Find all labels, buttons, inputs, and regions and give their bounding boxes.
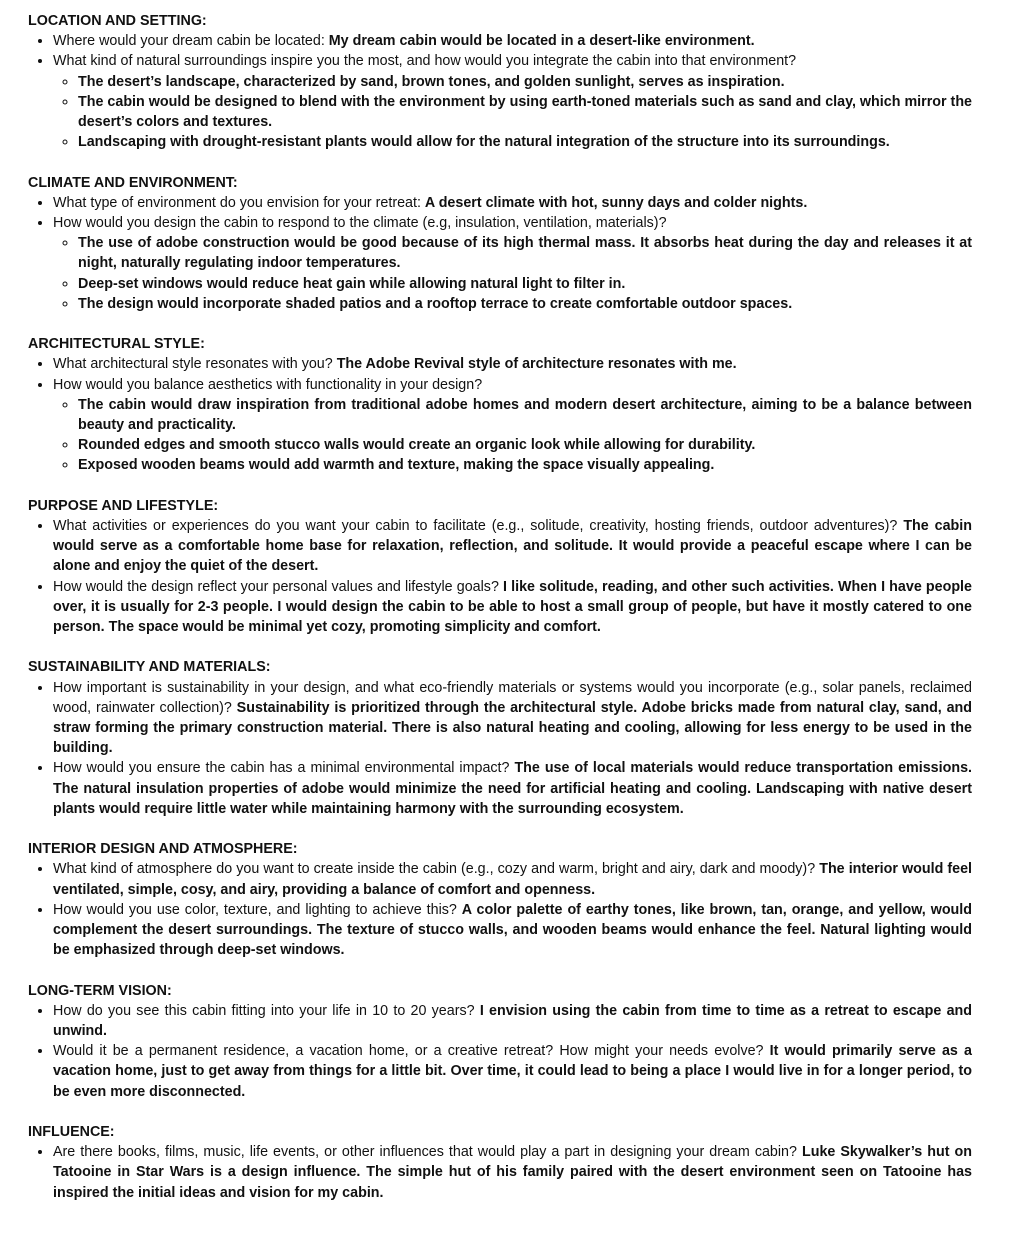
- section-heading: INFLUENCE:: [28, 1124, 115, 1141]
- section-heading: LOCATION AND SETTING:: [28, 13, 207, 29]
- question-list: [28, 678, 972, 819]
- answer-list: [53, 72, 972, 153]
- section: [28, 657, 972, 819]
- answer-text: Sustainability is prioritized through the architectural style. Adobe bricks made from natural clay, sand, and straw forming the primary construction material. There is also natural heating and cooling, allowing for less energy to be used in the building.: [53, 699, 972, 757]
- question-text: How would you use color, texture, and lighting to achieve this?: [53, 901, 462, 918]
- answer-item: ◦ The cabin would draw inspiration from traditional adobe homes and modern desert architecture, aiming to be a balance between beauty and practicality.: [78, 395, 972, 435]
- answer-item: ◦ The desert’s landscape, characterized by sand, brown tones, and golden sunlight, serves as inspiration.: [78, 72, 972, 92]
- question-text: How would you design the cabin to respond to the climate (e.g, insulation, ventilation, materials)?: [53, 215, 667, 232]
- answer-text: The cabin would serve as a comfortable home base for relaxation, reflection, and solitude. It would provide a peaceful escape where I can be alone and enjoy the quiet of the desert.: [53, 518, 973, 575]
- answer-text: It would primarily serve as a vacation home, just to get away from things for a little bit. Over time, it could lead to being a place I would live in for a longer period, to be even more disconnected.: [53, 1043, 972, 1100]
- question-list: [28, 1001, 972, 1102]
- question-text: Where would your dream cabin be located:: [53, 33, 329, 50]
- question-text: What type of environment do you envision for your retreat:: [53, 194, 425, 211]
- answer-text: A desert climate with hot, sunny days and colder nights.: [424, 194, 808, 211]
- section: [28, 1122, 972, 1203]
- question-text: How would the design reflect your personal values and lifestyle goals?: [53, 578, 504, 595]
- question-item: [53, 516, 972, 577]
- question-item: [53, 1001, 972, 1041]
- section-heading: SUSTAINABILITY AND MATERIALS:: [28, 659, 271, 676]
- answer-list: [53, 395, 972, 476]
- question-text: What kind of atmosphere do you want to create inside the cabin (e.g., cozy and warm, bright and airy, dark and moody)?: [53, 861, 820, 878]
- question-item: [53, 577, 972, 638]
- question-item: [53, 1041, 972, 1102]
- answer-item: ◦ The design would incorporate shaded patios and a rooftop terrace to create comfortable outdoor spaces.: [78, 294, 972, 314]
- answer-item: ◦ The use of adobe construction would be good because of its high thermal mass. It absorbs heat during the day and releases it at night, naturally regulating indoor temperatures.: [78, 233, 972, 273]
- question-item: [53, 193, 972, 213]
- section: [28, 334, 972, 475]
- section-heading: CLIMATE AND ENVIRONMENT:: [28, 174, 238, 191]
- question-item: [53, 213, 972, 314]
- answer-text: My dream cabin would be located in a desert-like environment.: [328, 33, 755, 50]
- question-text: What architectural style resonates with you?: [53, 356, 337, 373]
- question-text: How would you balance aesthetics with functionality in your design?: [53, 376, 483, 393]
- question-text: Would it be a permanent residence, a vacation home, or a creative retreat? How might your needs evolve?: [53, 1043, 770, 1060]
- question-list: [28, 193, 972, 314]
- question-text: Are there books, films, music, life events, or other influences that would play a part in designing your dream cabin?: [53, 1144, 802, 1161]
- question-text: How important is sustainability in your design, and what eco-friendly materials or systems would you incorporate (e.g., solar panels, reclaimed wood, rainwater collection)?: [53, 679, 972, 716]
- answer-text: A color palette of earthy tones, like brown, tan, orange, and yellow, would complement the desert surroundings. The texture of stucco walls, and wooden beams would enhance the feel. Natural lighting would be emphasized through deep-set windows.: [53, 901, 972, 959]
- answer-item: ◦ Landscaping with drought-resistant plants would allow for the natural integration of the structure into its surroundings.: [78, 132, 972, 152]
- question-item: [53, 859, 972, 899]
- answer-item: ◦ Rounded edges and smooth stucco walls would create an organic look while allowing for durability.: [78, 435, 972, 455]
- answer-text: The Adobe Revival style of architecture resonates with me.: [336, 356, 737, 373]
- question-item: [53, 31, 972, 51]
- answer-text: I like solitude, reading, and other such activities. When I have people over, it is usually for 2-3 people. I would design the cabin to be able to host a small group of people, but have it mostly catered to one person. The space would be minimal yet cozy, promoting simplicity and comfort.: [53, 578, 972, 636]
- section: [28, 11, 972, 152]
- question-item: [53, 354, 972, 374]
- section: [28, 173, 972, 314]
- question-list: [28, 859, 972, 960]
- section-heading: PURPOSE AND LIFESTYLE:: [28, 497, 219, 514]
- answer-item: ◦ Deep-set windows would reduce heat gain while allowing natural light to filter in.: [78, 274, 972, 294]
- section-heading: INTERIOR DESIGN AND ATMOSPHERE:: [28, 841, 298, 858]
- answer-text: The use of local materials would reduce transportation emissions. The natural insulation properties of adobe would minimize the need for artificial heating and cooling. Landscaping with native desert plants would require little water while maintaining harmony with the surrounding ecosystem.: [53, 760, 972, 817]
- section: [28, 496, 972, 637]
- answer-text: Luke Skywalker’s hut on Tatooine in Star Wars is a design influence. The simple hut of his family paired with the desert environment seen on Tatooine has inspired the initial ideas and vision for my cabin.: [53, 1144, 972, 1201]
- section: [28, 839, 972, 960]
- question-text: What activities or experiences do you want your cabin to facilitate (e.g., solitude, creativity, hosting friends, outdoor adventures)?: [53, 518, 904, 535]
- section: [28, 981, 972, 1102]
- question-item: [53, 758, 972, 819]
- document-body: [28, 11, 972, 1223]
- section-heading: ARCHITECTURAL STYLE:: [28, 336, 205, 353]
- answer-item: ◦ The cabin would be designed to blend with the environment by using earth-toned materials such as sand and clay, which mirror the desert’s colors and textures.: [78, 92, 972, 132]
- question-text: How would you ensure the cabin has a minimal environmental impact?: [53, 760, 515, 777]
- section-heading: LONG-TERM VISION:: [28, 982, 172, 999]
- answer-list: [53, 233, 972, 314]
- question-text: What kind of natural surroundings inspire you the most, and how would you integrate the cabin into that environment?: [53, 53, 797, 70]
- question-item: [53, 900, 972, 961]
- question-list: [28, 1142, 972, 1203]
- question-item: [53, 375, 972, 476]
- question-text: How do you see this cabin fitting into your life in 10 to 20 years?: [53, 1002, 480, 1019]
- answer-text: The interior would feel ventilated, simple, cosy, and airy, providing a balance of comfort and openness.: [53, 861, 973, 898]
- question-item: [53, 51, 972, 152]
- answer-item: ◦ Exposed wooden beams would add warmth and texture, making the space visually appealing.: [78, 455, 972, 475]
- question-list: [28, 516, 972, 637]
- question-item: [53, 678, 972, 759]
- question-item: [53, 1142, 972, 1203]
- question-list: [28, 31, 972, 152]
- answer-text: I envision using the cabin from time to time as a retreat to escape and unwind.: [53, 1002, 972, 1040]
- question-list: [28, 354, 972, 475]
